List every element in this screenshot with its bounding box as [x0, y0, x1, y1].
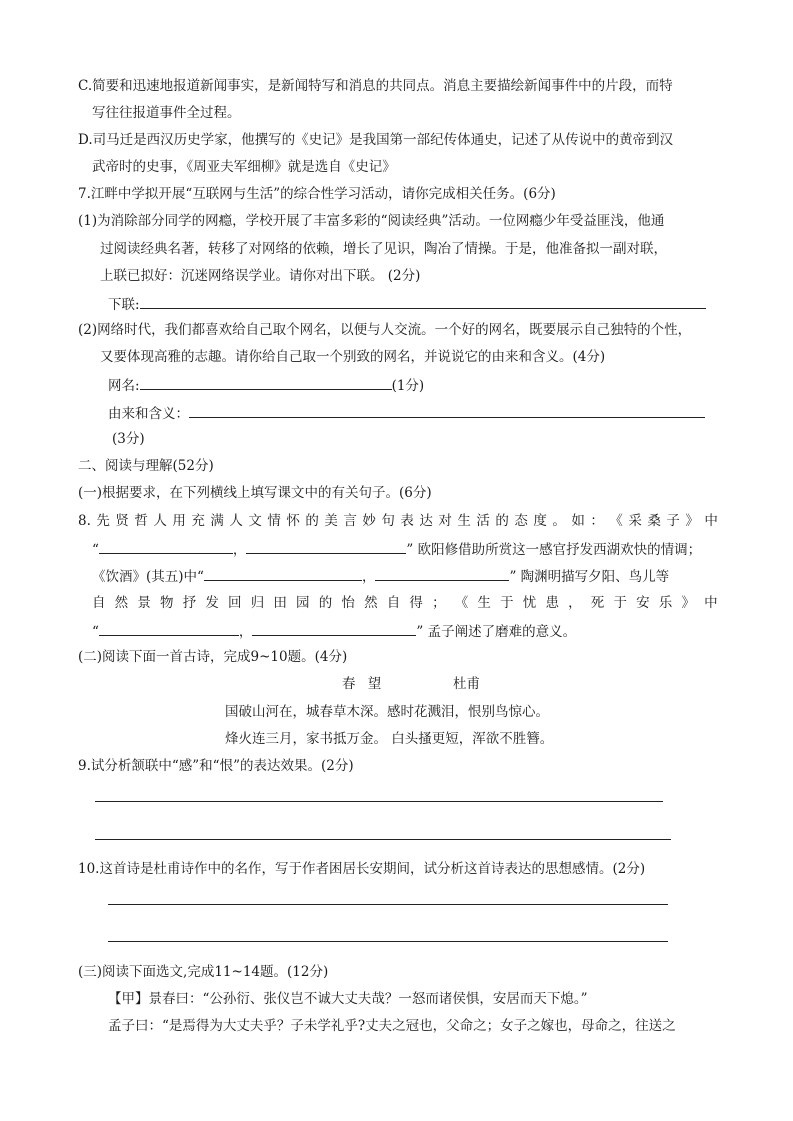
part1-title: (一)根据要求，在下列横线上填写课文中的有关句子。(6分) — [78, 485, 432, 501]
q8-line1_chars-char: 。 — [552, 513, 566, 529]
q8-line1_chars-char: 贤 — [115, 513, 129, 529]
q8-line4_chars-char: 安 — [636, 595, 650, 611]
q8-line4_chars-char: 回 — [228, 595, 242, 611]
q8-line1_chars-char: 8. — [78, 513, 91, 529]
nickname-score: (1分) — [391, 378, 425, 394]
poem-title: 春 望 — [342, 676, 386, 692]
meaning-row — [108, 403, 705, 423]
q8-line4_chars-char: 》 — [681, 595, 695, 611]
passage-jia-line2: 孟子曰：“是焉得为大丈夫乎？子未学礼乎?丈夫之冠也，父命之；女子之嫁也，母命之，往送之 — [108, 1018, 676, 1034]
q8-line4_chars-char: 于 — [500, 595, 514, 611]
q8-line4_chars-char: 物 — [160, 595, 174, 611]
q8-line1_chars-char: 怀 — [286, 513, 300, 529]
part2-title: (二)阅读下面一首古诗，完成9~10题。(4分) — [78, 649, 348, 665]
q8-line1_chars-char: 人 — [229, 513, 243, 529]
q8-blank-3[interactable] — [204, 566, 362, 581]
q8-line1_chars-char: 对 — [438, 513, 452, 529]
q8-line4_chars-char: 自 — [386, 595, 401, 611]
q8-line1_chars-char: 子 — [666, 513, 680, 529]
q8-blank-5[interactable] — [99, 621, 239, 636]
q8-line4_chars-char: 然 — [114, 595, 129, 611]
q8-line4 — [92, 594, 718, 612]
couplet-answer-blank[interactable] — [140, 294, 706, 309]
q8-line1_chars-char: 》 — [685, 513, 699, 529]
q8-line4_chars-char: 忧 — [522, 595, 537, 611]
q8-line1_chars-char: 先 — [96, 513, 110, 529]
q8-line1_chars-char: 度 — [533, 513, 547, 529]
q8-line1_chars-char: 桑 — [647, 513, 661, 529]
meaning-blank[interactable] — [189, 403, 705, 418]
q8-line4_chars-char: 怡 — [341, 595, 355, 611]
q8-blank-1[interactable] — [99, 539, 233, 554]
q8-line4_chars-char: ； — [432, 595, 446, 611]
q10-answer-line-1[interactable] — [108, 904, 668, 905]
q8-line1_chars-char: 美 — [324, 513, 338, 529]
q8-line4_chars-char: 发 — [205, 595, 219, 611]
q8-line1_chars-char: 充 — [191, 513, 205, 529]
q8-line4_chars-char: 自 — [92, 595, 106, 611]
q8-blank-4[interactable] — [375, 566, 509, 581]
q7-part2-line1: (2)网络时代，我们都喜欢给自己取个网名，以便与人交流。一个好的网名，既要展示自己独特的个性， — [78, 322, 692, 338]
q8-line4_chars-char: 的 — [318, 595, 333, 611]
q9-answer-line-2[interactable] — [95, 839, 671, 840]
q8-line4_chars-char: 然 — [364, 595, 378, 611]
q8-line4_chars-char: ， — [568, 595, 582, 611]
q8-line4_chars-char: 中 — [704, 595, 718, 611]
q8-line4_chars-char: 《 — [454, 595, 469, 611]
q8-line4_chars-char: 死 — [590, 595, 605, 611]
q8-line1_chars-char: 中 — [704, 513, 718, 529]
q8-line1_chars-char: 满 — [210, 513, 224, 529]
option-c-line1: C.简要和迅速地报道新闻事实，是新闻特写和消息的共同点。消息主要描绘新闻事件中的片段，而特 — [78, 78, 673, 94]
q8-line1_chars-char: 《 — [609, 513, 623, 529]
q8-line1_chars-char: 人 — [153, 513, 167, 529]
q8-line4_chars-char: 景 — [137, 595, 151, 611]
q8-line1_chars-char: 情 — [267, 513, 281, 529]
poem-author: 杜甫 — [453, 676, 480, 692]
q8-line5: “ ， ” 孟子阐述了磨难的意义。 — [92, 621, 576, 641]
q7-stem: 7.江畔中学拟开展“互联网与生活”的综合性学习活动，请你完成相关任务。(6分) — [78, 186, 556, 202]
q8-line4_chars-char: 归 — [250, 595, 265, 611]
nickname-label: 网名: — [108, 378, 140, 394]
q7-part1-line3: 上联已拟好：沉迷网络误学业。请你对出下联。 (2分) — [100, 268, 421, 284]
q8-line3: 《饮酒》(其五)中“ ， ” 陶渊明描写夕阳、鸟儿等 — [92, 566, 669, 586]
q8-line1_chars-char: 采 — [628, 513, 642, 529]
q8-line1_chars-char: 如 — [571, 513, 585, 529]
q8-line4_chars-char: 患 — [545, 595, 559, 611]
q8-blank-6[interactable] — [252, 621, 416, 636]
q8-line4_chars-char: 生 — [477, 595, 491, 611]
part3-title: (三)阅读下面选文,完成11~14题。(12分) — [78, 964, 329, 980]
q8-blank-2[interactable] — [246, 539, 406, 554]
option-d-line2: 武帝时的史事，《周亚夫军细柳》就是选自《史记》 — [92, 159, 396, 175]
nickname-row — [108, 375, 424, 395]
option-c-line2: 写往往报道事件全过程。 — [92, 105, 241, 121]
option-d-line1: D.司马迁是西汉历史学家，他撰写的《史记》是我国第一部纪传体通史，记述了从传说中的黄帝到汉 — [78, 132, 674, 148]
q8-line4_chars-char: 于 — [613, 595, 627, 611]
q8-line4_chars-char: 抒 — [182, 595, 197, 611]
q8-line1_chars-char: 句 — [381, 513, 395, 529]
meaning-label: 由来和含义： — [108, 406, 189, 422]
q8-line1_chars-char: 态 — [514, 513, 528, 529]
q8-line1_chars-char: ： — [590, 513, 604, 529]
q8-line1 — [78, 512, 718, 530]
couplet-answer-label: 下联: — [108, 297, 140, 313]
q10-stem: 10.这首诗是杜甫诗作中的名作，写于作者困居长安期间，试分析这首诗表达的思想感情。(2分) — [78, 861, 646, 877]
q7-part1-line2: 过阅读经典名著，转移了对网络的依赖，增长了见识，陶冶了情操。于是，他准备拟一副对联， — [100, 241, 667, 257]
q8-line1_chars-char: 达 — [419, 513, 433, 529]
q8-line2: “ ， ” 欧阳修借助所赏这一感官抒发西湖欢快的情调； — [92, 539, 701, 559]
q8-line1_chars-char: 生 — [457, 513, 471, 529]
q8-line1_chars-char: 活 — [476, 513, 490, 529]
q8-line1_chars-char: 言 — [343, 513, 357, 529]
q7-part1-line1: (1)为消除部分同学的网瘾，学校开展了丰富多彩的“阅读经典”活动。一位网瘾少年受益匪浅，他通 — [78, 213, 665, 229]
poem-verse-1: 国破山河在，城春草木深。感时花溅泪，恨别鸟惊心。 — [225, 704, 549, 720]
q7-part2-line2: 又要体现高雅的志趣。请你给自己取一个别致的网名，并说说它的由来和含义。(4分) — [100, 349, 606, 365]
q8-line1_chars-char: 的 — [495, 513, 509, 529]
poem-verse-2: 烽火连三月，家书抵万金。 白头搔更短，浑欲不胜簪。 — [225, 731, 554, 747]
passage-jia-line1: 【甲】景春曰：“公孙衍、张仪岂不诚大丈夫哉？一怒而诸侯惧，安居而天下熄。” — [108, 991, 588, 1007]
q8-line1_chars-char: 的 — [305, 513, 319, 529]
q8-line1_chars-char: 妙 — [362, 513, 376, 529]
q8-line4_chars-char: 得 — [409, 595, 423, 611]
section2-title: 二、阅读与理解(52分) — [78, 458, 214, 474]
q8-line1_chars-char: 表 — [400, 513, 414, 529]
q8-line4_chars-char: 田 — [273, 595, 287, 611]
nickname-blank[interactable] — [140, 375, 392, 390]
q9-stem: 9.试分析颔联中“感”和“恨”的表达效果。(2分) — [78, 758, 354, 774]
q8-line1_chars-char: 哲 — [134, 513, 148, 529]
q8-line1_chars-char: 用 — [172, 513, 186, 529]
q10-answer-line-2[interactable] — [108, 941, 668, 942]
q8-line4_chars-char: 乐 — [658, 595, 673, 611]
meaning-score: (3分) — [112, 431, 145, 447]
couplet-answer-row — [108, 294, 706, 314]
q9-answer-line-1[interactable] — [95, 801, 663, 802]
q8-line1_chars-char: 文 — [248, 513, 262, 529]
q8-line4_chars-char: 园 — [296, 595, 310, 611]
